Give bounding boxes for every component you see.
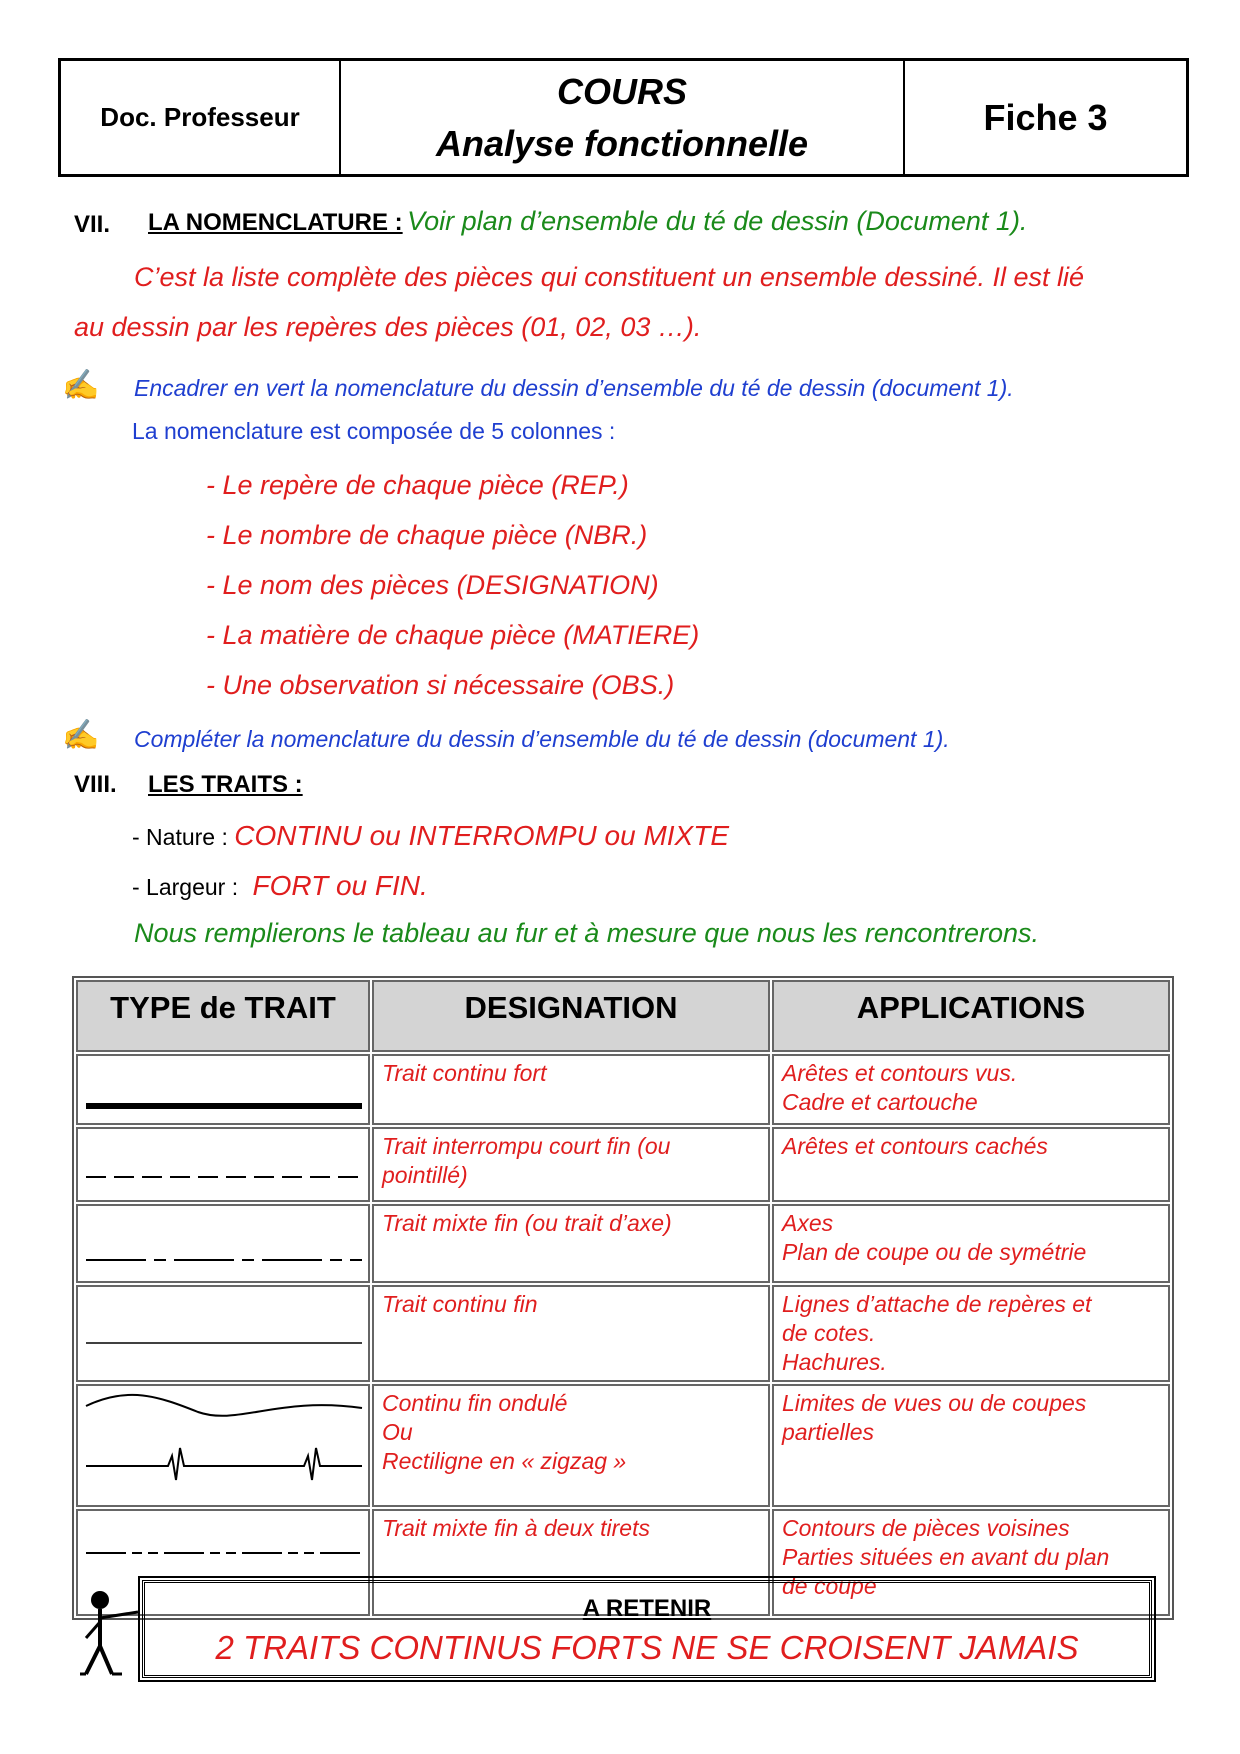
header-box: [58, 58, 1189, 177]
line-sample-mixte: [76, 1204, 370, 1283]
columns-list: [206, 460, 699, 710]
applications-cell: [772, 1384, 1170, 1507]
instruction-completer: Compléter la nomenclature du dessin d’ensemble du té de dessin (document 1).: [134, 726, 950, 752]
columns-intro: La nomenclature est composée de 5 colonnes :: [132, 418, 616, 444]
designation-text: Ou: [382, 1419, 413, 1445]
writing-hand-icon: ✍: [62, 719, 100, 752]
wavy-zigzag-line-icon: [78, 1386, 368, 1498]
section7-subtitle: Voir plan d’ensemble du té de dessin (Document 1).: [407, 206, 1028, 236]
retenir-box: [142, 1580, 1152, 1678]
applications-cell: [772, 1285, 1170, 1382]
designation-cell: [372, 1384, 770, 1507]
line-sample-continu-fin: [76, 1285, 370, 1382]
header-fiche-number: Fiche 3: [983, 96, 1108, 138]
section8-title: LES TRAITS :: [148, 771, 303, 798]
section8-note: Nous remplierons le tableau au fur et à mesure que nous les rencontrerons.: [134, 918, 1040, 948]
designation-text: Trait mixte fin à deux tirets: [382, 1515, 650, 1541]
designation-cell: [372, 1285, 770, 1382]
largeur-label: - Largeur :: [132, 874, 245, 900]
table-row: [76, 1204, 1170, 1283]
application-text: de cotes.: [782, 1320, 876, 1346]
instruction-encadrer: Encadrer en vert la nomenclature du dessin d’ensemble du té de dessin (document 1).: [134, 375, 1014, 401]
dash-dot-line-icon: [78, 1206, 368, 1274]
nature-line: [132, 820, 729, 852]
header-designation: DESIGNATION: [372, 980, 770, 1052]
dashed-line-icon: [78, 1129, 368, 1193]
header-type: TYPE de TRAIT: [76, 980, 370, 1052]
designation-text: Trait continu fin: [382, 1291, 538, 1317]
header-title-line2: Analyse fonctionnelle: [435, 122, 809, 164]
application-text: de coupe: [782, 1573, 877, 1599]
list-item: - La matière de chaque pièce (MATIERE): [206, 620, 700, 650]
designation-text: Trait interrompu court fin (ou: [382, 1133, 671, 1159]
section7-title: LA NOMENCLATURE :: [148, 209, 403, 236]
largeur-line: [132, 870, 428, 902]
application-text: Cadre et cartouche: [782, 1089, 978, 1115]
continuous-thick-line-icon: [78, 1056, 368, 1116]
section8-number: VIII.: [74, 771, 117, 798]
application-text: partielles: [782, 1419, 875, 1445]
pointing-stick-figure-icon: [78, 1588, 142, 1680]
designation-cell: [372, 1054, 770, 1125]
header-doc-type: Doc. Professeur: [61, 61, 341, 174]
designation-text: Continu fin ondulé: [382, 1390, 568, 1416]
applications-cell: [772, 1127, 1170, 1202]
retenir-text: 2 TRAITS CONTINUS FORTS NE SE CROISENT JAMAIS: [215, 1629, 1079, 1666]
list-item: - Une observation si nécessaire (OBS.): [206, 670, 675, 700]
retenir-title: A RETENIR: [582, 1595, 712, 1622]
section7-para-line1: C’est la liste complète des pièces qui constituent un ensemble dessiné. Il est lié: [134, 262, 1085, 292]
line-sample-interrompu: [76, 1127, 370, 1202]
application-text: Arêtes et contours cachés: [782, 1133, 1048, 1159]
application-text: Axes: [782, 1210, 834, 1236]
designation-text: Trait continu fort: [382, 1060, 547, 1086]
application-text: Plan de coupe ou de symétrie: [782, 1239, 1087, 1265]
section7-para-line2: au dessin par les repères des pièces (01, 02, 03 …).: [74, 312, 702, 342]
writing-hand-icon: ✍: [62, 369, 100, 402]
application-text: Parties situées en avant du plan: [782, 1544, 1110, 1570]
nature-label: - Nature :: [132, 824, 235, 850]
application-text: Lignes d’attache de repères et: [782, 1291, 1092, 1317]
continuous-thin-line-icon: [78, 1287, 368, 1371]
list-item: - Le nom des pièces (DESIGNATION): [206, 570, 659, 600]
application-text: Limites de vues ou de coupes: [782, 1390, 1087, 1416]
designation-cell: [372, 1204, 770, 1283]
table-row: [76, 1127, 1170, 1202]
section7-heading: [148, 206, 1027, 237]
designation-cell: [372, 1127, 770, 1202]
applications-cell: [772, 1054, 1170, 1125]
nature-value: CONTINU ou INTERROMPU ou MIXTE: [234, 820, 729, 851]
applications-cell: [772, 1204, 1170, 1283]
list-item: - Le repère de chaque pièce (REP.): [206, 470, 629, 500]
header-title-line1: COURS: [556, 70, 687, 112]
table-row: [76, 1285, 1170, 1382]
designation-text: Trait mixte fin (ou trait d’axe): [382, 1210, 672, 1236]
traits-table: [72, 976, 1174, 1620]
application-text: Contours de pièces voisines: [782, 1515, 1070, 1541]
line-sample-continu-fort: [76, 1054, 370, 1125]
table-row: [76, 1384, 1170, 1507]
application-text: Hachures.: [782, 1349, 887, 1375]
application-text: Arêtes et contours vus.: [782, 1060, 1018, 1086]
list-item: - Le nombre de chaque pièce (NBR.): [206, 520, 648, 550]
section7-number: VII.: [74, 211, 111, 238]
table-row: [76, 1054, 1170, 1125]
table-header-row: [76, 980, 1170, 1052]
header-title-block: [341, 61, 905, 174]
largeur-value: FORT ou FIN.: [252, 870, 428, 901]
header-applications: APPLICATIONS: [772, 980, 1170, 1052]
designation-text: pointillé): [382, 1162, 468, 1188]
designation-text: Rectiligne en « zigzag »: [382, 1448, 627, 1474]
line-sample-ondule: [76, 1384, 370, 1507]
